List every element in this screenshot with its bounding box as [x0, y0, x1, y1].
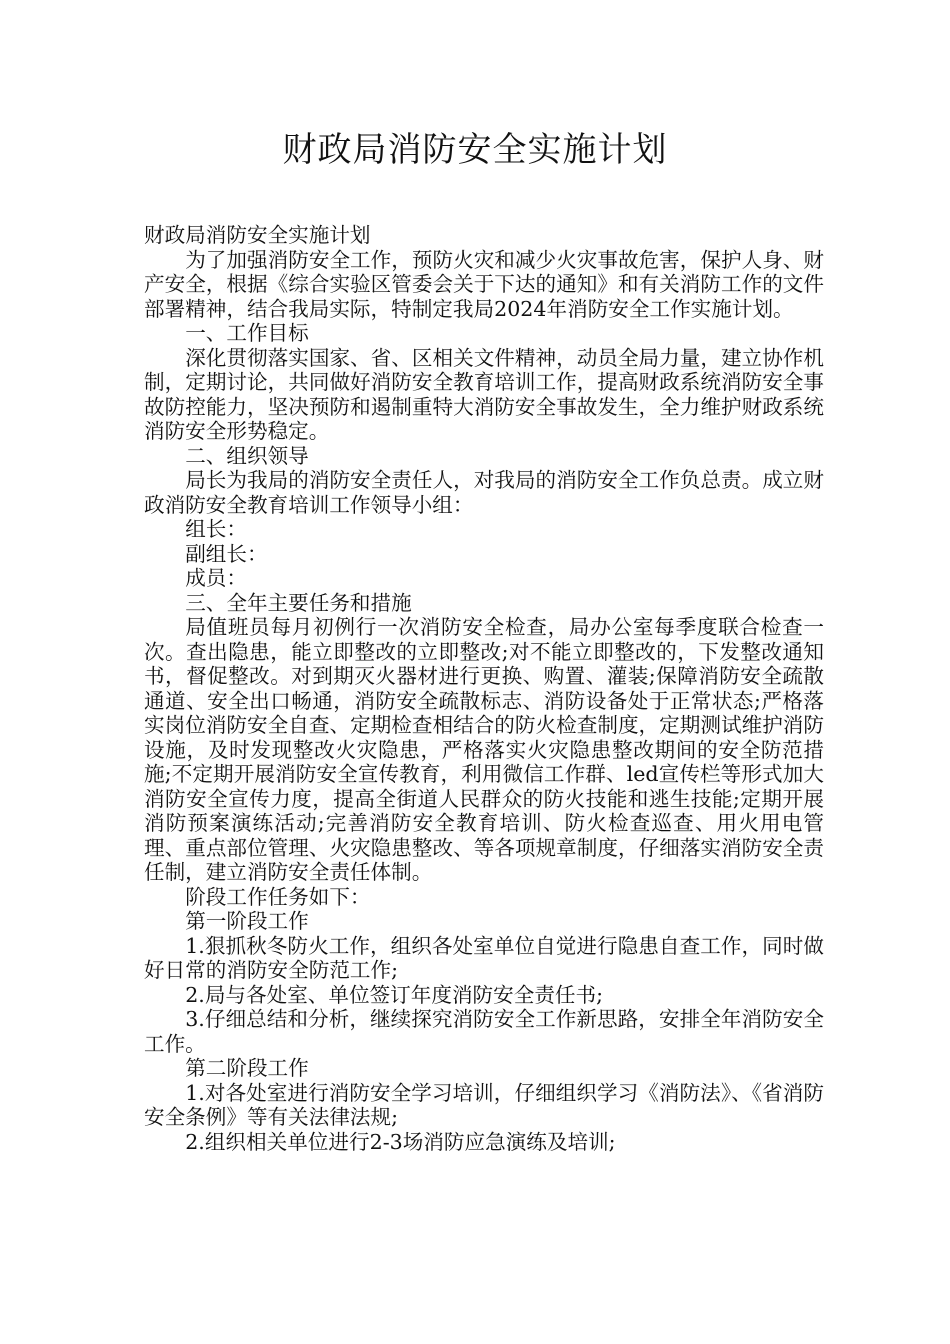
list-item: 1.对各处室进行消防安全学习培训，仔细组织学习《消防法》、《省消防安全条例》等有关法律法规;: [144, 1080, 824, 1129]
paragraph: 局长为我局的消防安全责任人，对我局的消防安全工作负总责。成立财政消防安全教育培训工作领导小组：: [144, 468, 824, 517]
list-item: 2.组织相关单位进行2-3场消防应急演练及培训;: [185, 1129, 616, 1154]
document-title: 财政局消防安全实施计划: [282, 130, 668, 170]
list-item: 3.仔细总结和分析，继续探究消防安全工作新思路，安排全年消防安全工作。: [144, 1007, 824, 1056]
stage-heading: 第二阶段工作: [185, 1056, 309, 1080]
section-heading: 三、全年主要任务和措施: [185, 590, 412, 615]
paragraph: 为了加强消防安全工作，预防火灾和减少火灾事故危害，保护人身、财产安全，根据《综合实验区管委会关于下达的通知》和有关消防工作的文件部署精神，结合我局实际，特制定我局2024年消防安全工作实施计划。: [144, 247, 824, 321]
role-line-members: 成员：: [185, 566, 247, 590]
role-line-deputy-leader: 副组长：: [185, 541, 268, 566]
list-item: 1.狠抓秋冬防火工作，组织各处室单位自觉进行隐患自查工作，同时做好日常的消防安全防范工作;: [144, 933, 824, 982]
role-line-leader: 组长：: [185, 517, 247, 541]
section-heading: 一、工作目标: [185, 321, 309, 345]
stage-heading: 第一阶段工作: [185, 909, 309, 933]
document-body: [144, 223, 824, 1154]
paragraph: 阶段工作任务如下：: [185, 884, 371, 909]
paragraph: 深化贯彻落实国家、省、区相关文件精神，动员全局力量，建立协作机制，定期讨论，共同做好消防安全教育培训工作，提高财政系统消防安全事故防控能力，坚决预防和遏制重特大消防安全事故发生，全力维护财政系统消防安全形势稳定。: [144, 345, 824, 443]
paragraph: 局值班员每月初例行一次消防安全检查，局办公室每季度联合检查一次。查出隐患，能立即整改的立即整改;对不能立即整改的，下发整改通知书，督促整改。对到期灭火器材进行更换、购置、灌装;保障消防安全疏散通道、安全出口畅通，消防安全疏散标志、消防设备处于正常状态;严格落实岗位消防安全自查、定期检查相结合的防火检查制度，定期测试维护消防设施，及时发现整改火灾隐患，严格落实火灾隐患整改期间的安全防范措施;不定期开展消防安全宣传教育，利用微信工作群、led宣传栏等形式加大消防安全宣传力度，提高全街道人民群众的防火技能和逃生技能;定期开展消防预案演练活动;完善消防安全教育培训、防火检查巡查、用火用电管理、重点部位管理、火灾隐患整改、等各项规章制度，仔细落实消防安全责任制，建立消防安全责任体制。: [144, 615, 824, 884]
section-heading: 二、组织领导: [185, 443, 309, 468]
paragraph: 财政局消防安全实施计划: [144, 223, 371, 247]
list-item: 2.局与各处室、单位签订年度消防安全责任书;: [185, 982, 604, 1007]
